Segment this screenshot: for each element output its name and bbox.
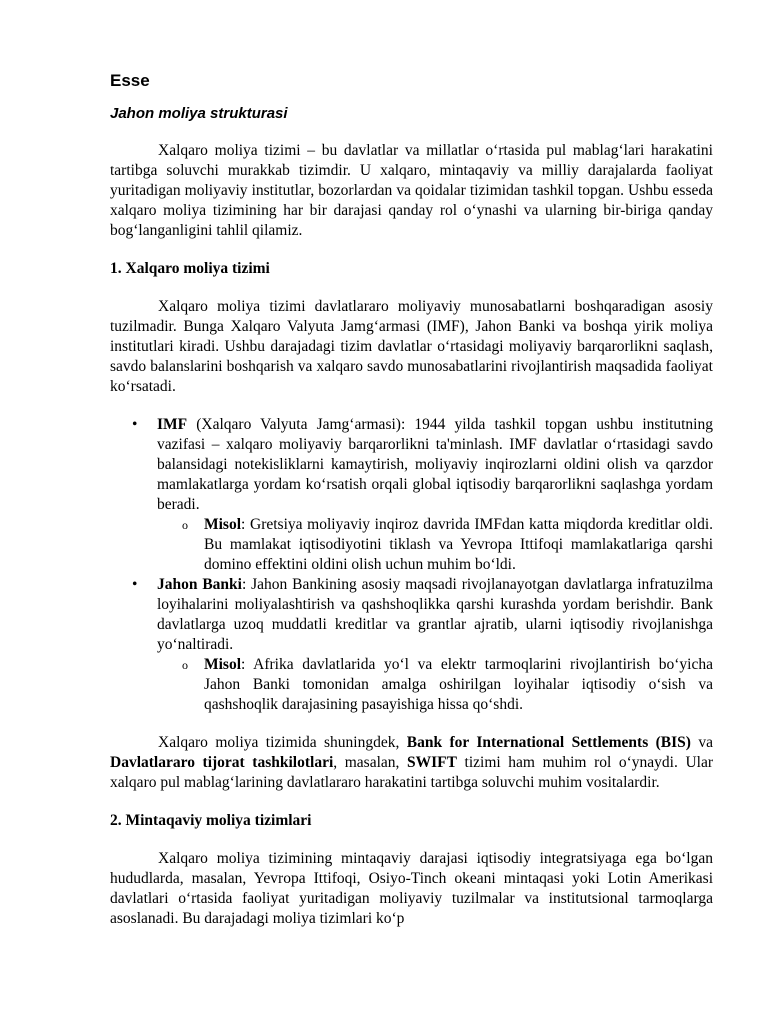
term-imf: IMF: [157, 416, 188, 433]
imf-description: (Xalqaro Valyuta Jamg‘armasi): 1944 yilda tashkil topgan ushbu institutning vazifasi – xalqaro moliyaviy barqarorlikni ta'minlash. IMF davlatlar o‘rtasidagi savdo balansidagi notekisliklarni kamaytirish, moliyaviy inqirozlarni oldini olish va qarzdor mamlakatlarga yordam ko‘rsatish orqali global iqtisodiy barqarorlikni saqlashga yordam beradi.: [157, 416, 713, 513]
section-1-paragraph: Xalqaro moliya tizimi davlatlararo moliyaviy munosabatlarni boshqaradigan asosiy tuzilmadir. Bunga Xalqaro Valyuta Jamg‘armasi (IMF), Jahon Banki va boshqa yirik moliya institutlari kiradi. Ushbu darajadagi tizim davlatlar o‘rtasidagi moliyaviy barqarorlikni saqlash, savdo balanslarini boshqarish va xalqaro savdo munosabatlarini rivojlantirish maqsadida faoliyat ko‘rsatadi.: [110, 298, 713, 395]
section-2-paragraph: Xalqaro moliya tizimining mintaqaviy darajasi iqtisodiy integratsiyaga ega bo‘lgan hududlarda, masalan, Yevropa Ittifoqi, Osiyo-Tinch okeani mintaqasi yoki Lotin Amerikasi davlatlari o‘rtasida faoliyat yuritadigan moliyaviy tuzilmalar va institutsional tarmoqlarga asoslanadi. Bu darajadagi moliya tizimlari ko‘p: [110, 850, 713, 927]
document-title: Esse: [110, 71, 150, 90]
institution-list: [110, 415, 713, 715]
closing-text-1: Xalqaro moliya tizimida shuningdek,: [158, 734, 407, 751]
closing-text-2: va: [690, 734, 714, 751]
term-interstate-trade-orgs: Davlatlararo tijorat tashkilotlari: [110, 754, 334, 771]
imf-example-list: [157, 515, 713, 575]
bullet-marker: •: [132, 416, 138, 433]
imf-example-text: : Gretsiya moliyaviy inqiroz davrida IMFdan katta miqdorda kreditlar oldi. Bu mamlakat iqtisodiyotini tiklash va Yevropa Ittifoqi mamlakatlariga qarshi domino effektini oldini olish uchun muhim bo‘ldi.: [204, 516, 713, 573]
world-bank-example-text: : Afrika davlatlarida yo‘l va elektr tarmoqlarini rivojlantirish bo‘yicha Jahon Banki tomonidan amalga oshirilgan loyihalar iqtisodiy o‘sish va qashshoqlik darajasining pasayishiga hissa qo‘shdi.: [204, 656, 713, 713]
term-bis: Bank for International Settlements (BIS): [406, 734, 691, 751]
list-item-imf-example: [157, 515, 713, 575]
document-body: [110, 70, 713, 929]
section-1-closing-paragraph: [110, 733, 713, 793]
closing-text-4: tizimi ham muhim rol o‘ynaydi. Ular xalqaro pul mablag‘larining davlatlararo harakatini tartibga soluvchi muhim vositalardir.: [110, 754, 713, 791]
list-item-world-bank: [110, 575, 713, 715]
term-swift: SWIFT: [406, 754, 457, 771]
sub-bullet-marker: o: [182, 518, 188, 532]
sub-bullet-marker: o: [182, 658, 188, 672]
term-world-bank: Jahon Banki: [157, 576, 242, 593]
list-item-world-bank-example: [157, 655, 713, 715]
world-bank-example-list: [157, 655, 713, 715]
list-item-imf: [110, 415, 713, 575]
section-1-heading: 1. Xalqaro moliya tizimi: [110, 260, 270, 277]
world-bank-description: : Jahon Bankining asosiy maqsadi rivojlanayotgan davlatlarga infratuzilma loyihalarini moliyalashtirish va qashshoqlikka qarshi kurashda yordam berishdir. Bank davlatlarga uzoq muddatli kreditlar va grantlar ajratib, ularni iqtisodiy rivojlanishga yo‘naltiradi.: [157, 576, 713, 653]
bullet-marker: •: [132, 576, 138, 593]
closing-text-3: , masalan,: [333, 754, 407, 771]
document-subtitle: Jahon moliya strukturasi: [110, 105, 288, 122]
section-2-heading: 2. Mintaqaviy moliya tizimlari: [110, 812, 312, 829]
intro-paragraph: Xalqaro moliya tizimi – bu davlatlar va millatlar o‘rtasida pul mablag‘lari harakatini tartibga soluvchi murakkab tizimdir. U xalqaro, mintaqaviy va milliy darajalarda faoliyat yuritadigan moliyaviy institutlar, bozorlardan va qoidalar tizimidan tashkil topgan. Ushbu esseda xalqaro moliya tizimining har bir darajasi qanday rol o‘ynashi va ularning bir-biriga qanday bog‘langanligini tahlil qilamiz.: [110, 142, 713, 239]
term-example: Misol: [204, 656, 242, 673]
term-example: Misol: [204, 516, 242, 533]
